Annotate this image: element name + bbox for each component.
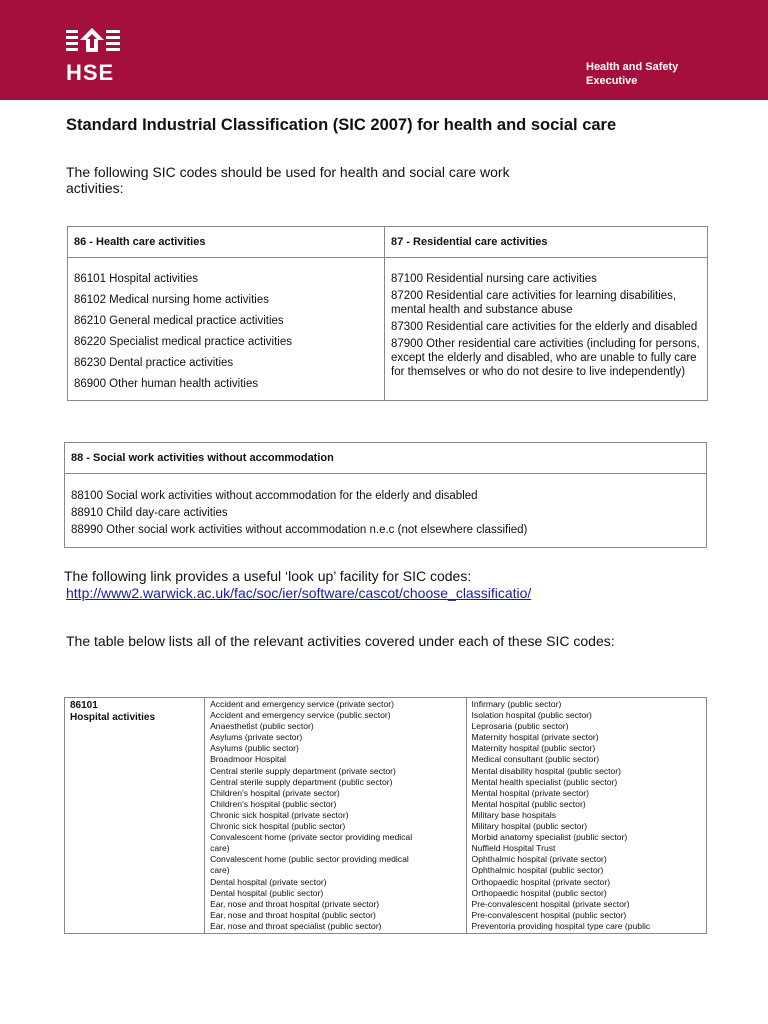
activity-item: Accident and emergency service (private sector) bbox=[210, 699, 394, 709]
logo-text: HSE bbox=[66, 60, 115, 85]
activity-item: Central sterile supply department (public sector) bbox=[210, 776, 393, 787]
hse-emblem-icon bbox=[64, 26, 124, 60]
col-86-body bbox=[68, 258, 385, 401]
activity-item: Morbid anatomy specialist (public sector) bbox=[471, 832, 628, 843]
activity-item: Mental hospital (private sector) bbox=[471, 787, 590, 798]
sic-name: Hospital activities bbox=[70, 712, 156, 723]
activities-table bbox=[64, 697, 707, 934]
activity-item: care) bbox=[210, 843, 230, 854]
activity-item: Nuffield Hospital Trust bbox=[471, 843, 556, 854]
col-87-body bbox=[385, 258, 708, 401]
link-intro-text: The following link provides a useful ‘look up’ facility for SIC codes: bbox=[64, 568, 472, 584]
activity-item: Ear, nose and throat specialist (public sector) bbox=[210, 920, 382, 931]
intro-text: The following SIC codes should be used for health and social care work activities: bbox=[66, 164, 510, 196]
activity-item: Chronic sick hospital (public sector) bbox=[210, 821, 346, 832]
sic-86-87-table bbox=[67, 226, 708, 401]
activity-item: Orthopaedic hospital (public sector) bbox=[471, 887, 607, 898]
org-line-1: Health and Safety bbox=[586, 61, 679, 73]
list-item: 88100 Social work activities without accommodation for the elderly and disabled bbox=[71, 490, 478, 502]
activity-item: Maternity hospital (public sector) bbox=[471, 743, 596, 754]
activities-column-1 bbox=[205, 698, 466, 934]
activity-item: Isolation hospital (public sector) bbox=[471, 710, 592, 721]
activity-item: Military hospital (public sector) bbox=[471, 821, 588, 832]
activity-item: Children's hospital (private sector) bbox=[210, 787, 340, 798]
activity-item: Mental health specialist (public sector) bbox=[471, 776, 618, 787]
organisation-name bbox=[586, 60, 678, 88]
table-intro-text: The table below lists all of the relevant activities covered under each of these SIC codes: bbox=[66, 633, 615, 649]
page-header bbox=[0, 0, 768, 100]
activity-item: Ophthalmic hospital (private sector) bbox=[471, 854, 607, 865]
activity-item: Mental disability hospital (public sector) bbox=[471, 765, 622, 776]
activity-item: Central sterile supply department (private sector) bbox=[210, 765, 396, 776]
activity-item: Mental hospital (public sector) bbox=[471, 798, 586, 809]
col-header-87: 87 - Residential care activities bbox=[385, 227, 708, 258]
activity-item: Ophthalmic hospital (public sector) bbox=[471, 865, 604, 876]
activity-item: Accident and emergency service (public sector) bbox=[210, 710, 391, 721]
list-item: 87900 Other residential care activities (including for persons, except the elderly and disabled, who are unable to fully care for themselves or who do not desire to live independently) bbox=[391, 338, 700, 378]
activity-item: Orthopaedic hospital (private sector) bbox=[471, 876, 611, 887]
activity-item: Medical consultant (public sector) bbox=[471, 754, 600, 765]
col-88-body bbox=[65, 474, 707, 548]
activity-item: Preventoria providing hospital type care (public bbox=[471, 920, 651, 931]
sic-code-cell bbox=[65, 698, 205, 934]
activity-item: Asylums (private sector) bbox=[210, 732, 303, 743]
sic-88-table bbox=[64, 442, 707, 548]
activity-item: Broadmoor Hospital bbox=[210, 754, 287, 765]
activity-item: care) bbox=[210, 865, 230, 876]
list-item: 86102 Medical nursing home activities bbox=[74, 294, 269, 306]
activity-item: Asylums (public sector) bbox=[210, 743, 299, 754]
activities-column-2 bbox=[466, 698, 706, 934]
activity-item: Chronic sick hospital (private sector) bbox=[210, 809, 349, 820]
activity-item: Pre-convalescent hospital (private sector) bbox=[471, 898, 630, 909]
document-title: Standard Industrial Classification (SIC 2007) for health and social care bbox=[66, 116, 617, 134]
activity-item: Children's hospital (public sector) bbox=[210, 798, 337, 809]
activity-item: Anaesthetist (public sector) bbox=[210, 721, 314, 732]
activity-item: Convalescent home (public sector providing medical bbox=[210, 854, 409, 865]
list-item: 86101 Hospital activities bbox=[74, 273, 199, 285]
activity-item: Military base hospitals bbox=[471, 809, 557, 820]
sic-lookup-link[interactable]: http://www2.warwick.ac.uk/fac/soc/ier/software/cascot/choose_classificatio/ bbox=[66, 585, 532, 601]
activity-item: Dental hospital (private sector) bbox=[210, 876, 327, 887]
list-item: 87300 Residential care activities for the elderly and disabled bbox=[391, 321, 698, 333]
activity-item: Ear, nose and throat hospital (private sector) bbox=[210, 898, 380, 909]
list-item: 86900 Other human health activities bbox=[74, 378, 259, 390]
activity-item: Convalescent home (private sector providing medical bbox=[210, 832, 413, 843]
activity-item: Maternity hospital (private sector) bbox=[471, 732, 599, 743]
list-item: 86230 Dental practice activities bbox=[74, 357, 234, 369]
list-item: 86210 General medical practice activities bbox=[74, 315, 284, 327]
org-line-2: Executive bbox=[586, 75, 638, 87]
activity-item: Leprosaria (public sector) bbox=[471, 721, 569, 732]
activity-item: Dental hospital (public sector) bbox=[210, 887, 324, 898]
activity-item: Ear, nose and throat hospital (public sector) bbox=[210, 909, 376, 920]
activity-item: Infirmary (public sector) bbox=[471, 699, 562, 709]
list-item: 88990 Other social work activities without accommodation n.e.c (not elsewhere classified) bbox=[71, 524, 528, 536]
list-item: 87200 Residential care activities for learning disabilities, mental health and substance abuse bbox=[391, 290, 677, 316]
hse-logo bbox=[64, 26, 128, 86]
col-header-86: 86 - Health care activities bbox=[68, 227, 385, 258]
col-header-88: 88 - Social work activities without accommodation bbox=[65, 443, 707, 474]
list-item: 87100 Residential nursing care activities bbox=[391, 273, 597, 285]
activity-item: Pre-convalescent hospital (public sector) bbox=[471, 909, 627, 920]
list-item: 88910 Child day-care activities bbox=[71, 507, 228, 519]
sic-code: 86101 bbox=[70, 700, 98, 711]
list-item: 86220 Specialist medical practice activities bbox=[74, 336, 292, 348]
